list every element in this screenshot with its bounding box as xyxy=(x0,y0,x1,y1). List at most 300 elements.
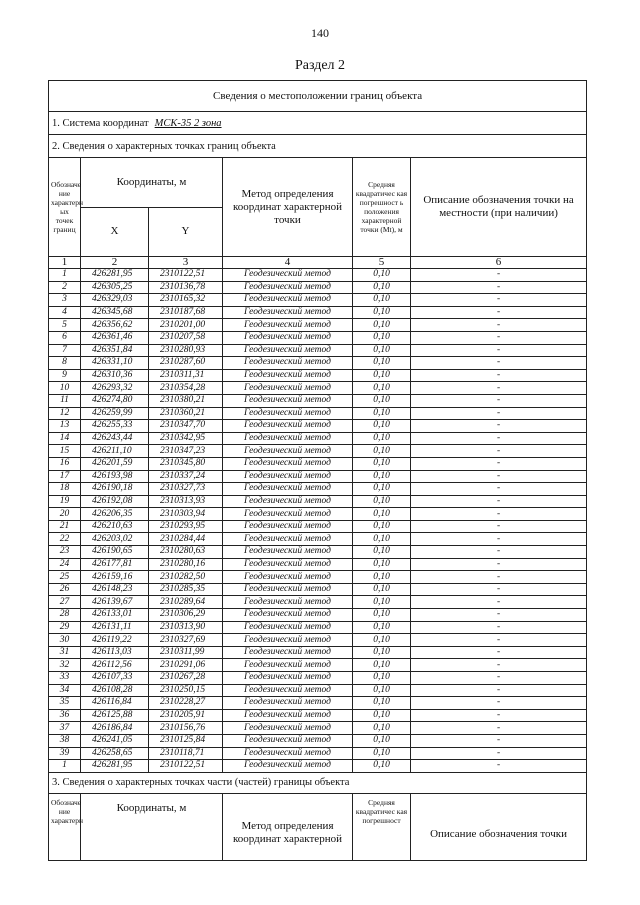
accuracy: 0,10 xyxy=(353,306,411,319)
method: Геодезический метод xyxy=(223,319,353,332)
point-number: 34 xyxy=(49,684,81,697)
coord-y: 2310187,68 xyxy=(149,306,223,319)
description: - xyxy=(411,697,587,710)
point-number: 32 xyxy=(49,659,81,672)
coord-x: 426351,84 xyxy=(81,344,149,357)
description: - xyxy=(411,621,587,634)
description: - xyxy=(411,382,587,395)
point-number: 35 xyxy=(49,697,81,710)
method: Геодезический метод xyxy=(223,646,353,659)
point-number: 17 xyxy=(49,470,81,483)
header3-coords: Координаты, м xyxy=(81,793,223,860)
point-number: 19 xyxy=(49,495,81,508)
description: - xyxy=(411,495,587,508)
coord-x: 426258,65 xyxy=(81,747,149,760)
point-number: 1 xyxy=(49,760,81,773)
header-description: Описание обозначения точки на местности (при наличии) xyxy=(411,158,587,257)
method: Геодезический метод xyxy=(223,483,353,496)
point-number: 20 xyxy=(49,508,81,521)
method: Геодезический метод xyxy=(223,659,353,672)
method: Геодезический метод xyxy=(223,407,353,420)
point-number: 38 xyxy=(49,734,81,747)
description: - xyxy=(411,533,587,546)
page-number: 140 xyxy=(311,26,329,40)
section3-label: 3. Сведения о характерных точках части (частей) границы объекта xyxy=(49,772,587,793)
accuracy: 0,10 xyxy=(353,684,411,697)
point-number: 2 xyxy=(49,281,81,294)
point-number: 30 xyxy=(49,634,81,647)
coord-y: 2310284,44 xyxy=(149,533,223,546)
coord-y: 2310291,06 xyxy=(149,659,223,672)
point-number: 9 xyxy=(49,369,81,382)
point-number: 12 xyxy=(49,407,81,420)
description: - xyxy=(411,281,587,294)
table-row xyxy=(49,344,587,357)
method: Геодезический метод xyxy=(223,571,353,584)
coord-x: 426119,22 xyxy=(81,634,149,647)
accuracy: 0,10 xyxy=(353,281,411,294)
coord-y: 2310125,84 xyxy=(149,734,223,747)
point-number: 23 xyxy=(49,546,81,559)
description: - xyxy=(411,722,587,735)
description: - xyxy=(411,609,587,622)
accuracy: 0,10 xyxy=(353,609,411,622)
method: Геодезический метод xyxy=(223,294,353,307)
description: - xyxy=(411,470,587,483)
point-number: 5 xyxy=(49,319,81,332)
table-row xyxy=(49,294,587,307)
header3-accuracy: Средняя квадратичес кая погрешност xyxy=(353,793,411,860)
table-row xyxy=(49,760,587,773)
column-number: 1 xyxy=(49,257,81,269)
method: Геодезический метод xyxy=(223,369,353,382)
description: - xyxy=(411,344,587,357)
coord-x: 426274,80 xyxy=(81,394,149,407)
method: Геодезический метод xyxy=(223,621,353,634)
table-row xyxy=(49,697,587,710)
coord-y: 2310165,32 xyxy=(149,294,223,307)
method: Геодезический метод xyxy=(223,734,353,747)
coord-x: 426305,25 xyxy=(81,281,149,294)
coord-x: 426133,01 xyxy=(81,609,149,622)
method: Геодезический метод xyxy=(223,457,353,470)
table-row xyxy=(49,558,587,571)
coord-x: 426281,95 xyxy=(81,269,149,282)
point-number: 11 xyxy=(49,394,81,407)
table-row xyxy=(49,621,587,634)
point-number: 21 xyxy=(49,520,81,533)
accuracy: 0,10 xyxy=(353,583,411,596)
table-row xyxy=(49,357,587,370)
description: - xyxy=(411,596,587,609)
description: - xyxy=(411,571,587,584)
method: Геодезический метод xyxy=(223,495,353,508)
coord-y: 2310280,93 xyxy=(149,344,223,357)
method: Геодезический метод xyxy=(223,331,353,344)
coord-x: 426329,03 xyxy=(81,294,149,307)
accuracy: 0,10 xyxy=(353,659,411,672)
accuracy: 0,10 xyxy=(353,734,411,747)
description: - xyxy=(411,269,587,282)
method: Геодезический метод xyxy=(223,520,353,533)
point-number: 33 xyxy=(49,672,81,685)
accuracy: 0,10 xyxy=(353,357,411,370)
coord-x: 426281,95 xyxy=(81,760,149,773)
accuracy: 0,10 xyxy=(353,760,411,773)
description: - xyxy=(411,734,587,747)
accuracy: 0,10 xyxy=(353,294,411,307)
point-number: 10 xyxy=(49,382,81,395)
coord-y: 2310156,76 xyxy=(149,722,223,735)
table-row xyxy=(49,445,587,458)
coord-y: 2310303,94 xyxy=(149,508,223,521)
point-number: 6 xyxy=(49,331,81,344)
point-number: 1 xyxy=(49,269,81,282)
coord-y: 2310282,50 xyxy=(149,571,223,584)
table-row xyxy=(49,571,587,584)
coord-y: 2310205,91 xyxy=(149,709,223,722)
header-y: Y xyxy=(149,207,223,257)
accuracy: 0,10 xyxy=(353,432,411,445)
accuracy: 0,10 xyxy=(353,634,411,647)
coord-x: 426148,23 xyxy=(81,583,149,596)
coord-y: 2310347,70 xyxy=(149,420,223,433)
method: Геодезический метод xyxy=(223,672,353,685)
coord-y: 2310207,58 xyxy=(149,331,223,344)
description: - xyxy=(411,394,587,407)
coord-y: 2310327,69 xyxy=(149,634,223,647)
coord-x: 426108,28 xyxy=(81,684,149,697)
coord-x: 426210,63 xyxy=(81,520,149,533)
table-row xyxy=(49,508,587,521)
coord-x: 426192,08 xyxy=(81,495,149,508)
accuracy: 0,10 xyxy=(353,596,411,609)
coord-x: 426113,03 xyxy=(81,646,149,659)
coord-x: 426361,46 xyxy=(81,331,149,344)
coord-y: 2310201,00 xyxy=(149,319,223,332)
description: - xyxy=(411,760,587,773)
method: Геодезический метод xyxy=(223,583,353,596)
point-number: 16 xyxy=(49,457,81,470)
table-row xyxy=(49,432,587,445)
table-row xyxy=(49,495,587,508)
coord-y: 2310280,63 xyxy=(149,546,223,559)
method: Геодезический метод xyxy=(223,432,353,445)
coord-y: 2310118,71 xyxy=(149,747,223,760)
table-row xyxy=(49,709,587,722)
coord-y: 2310337,24 xyxy=(149,470,223,483)
method: Геодезический метод xyxy=(223,546,353,559)
coord-y: 2310136,78 xyxy=(149,281,223,294)
description: - xyxy=(411,319,587,332)
coord-y: 2310228,27 xyxy=(149,697,223,710)
coord-x: 426186,84 xyxy=(81,722,149,735)
description: - xyxy=(411,709,587,722)
description: - xyxy=(411,659,587,672)
coord-x: 426356,62 xyxy=(81,319,149,332)
description: - xyxy=(411,457,587,470)
method: Геодезический метод xyxy=(223,709,353,722)
accuracy: 0,10 xyxy=(353,344,411,357)
accuracy: 0,10 xyxy=(353,495,411,508)
accuracy: 0,10 xyxy=(353,533,411,546)
coord-y: 2310345,80 xyxy=(149,457,223,470)
method: Геодезический метод xyxy=(223,470,353,483)
coord-x: 426243,44 xyxy=(81,432,149,445)
description: - xyxy=(411,520,587,533)
table-row xyxy=(49,331,587,344)
method: Геодезический метод xyxy=(223,281,353,294)
table-row xyxy=(49,583,587,596)
accuracy: 0,10 xyxy=(353,672,411,685)
table-row xyxy=(49,747,587,760)
header3-description: Описание обозначения точки xyxy=(411,793,587,860)
method: Геодезический метод xyxy=(223,684,353,697)
point-number: 37 xyxy=(49,722,81,735)
coord-y: 2310306,29 xyxy=(149,609,223,622)
coord-y: 2310327,73 xyxy=(149,483,223,496)
coord-y: 2310311,31 xyxy=(149,369,223,382)
table-row xyxy=(49,306,587,319)
coord-x: 426203,02 xyxy=(81,533,149,546)
accuracy: 0,10 xyxy=(353,546,411,559)
coord-x: 426131,11 xyxy=(81,621,149,634)
header3-point: Обозначе ние характерн xyxy=(49,793,81,860)
table-row xyxy=(49,520,587,533)
column-number: 2 xyxy=(81,257,149,269)
boundary-table xyxy=(48,80,587,861)
coord-y: 2310347,23 xyxy=(149,445,223,458)
table-row xyxy=(49,596,587,609)
coord-x: 426201,59 xyxy=(81,457,149,470)
description: - xyxy=(411,508,587,521)
coord-y: 2310250,15 xyxy=(149,684,223,697)
coord-y: 2310342,95 xyxy=(149,432,223,445)
point-number: 36 xyxy=(49,709,81,722)
accuracy: 0,10 xyxy=(353,646,411,659)
method: Геодезический метод xyxy=(223,609,353,622)
point-number: 13 xyxy=(49,420,81,433)
method: Геодезический метод xyxy=(223,697,353,710)
table-row xyxy=(49,646,587,659)
table-row xyxy=(49,734,587,747)
coord-x: 426293,32 xyxy=(81,382,149,395)
header-method: Метод определения координат характерной точки xyxy=(223,158,353,257)
table-row xyxy=(49,319,587,332)
description: - xyxy=(411,634,587,647)
point-number: 24 xyxy=(49,558,81,571)
coord-x: 426107,33 xyxy=(81,672,149,685)
accuracy: 0,10 xyxy=(353,445,411,458)
coord-x: 426190,65 xyxy=(81,546,149,559)
method: Геодезический метод xyxy=(223,722,353,735)
accuracy: 0,10 xyxy=(353,457,411,470)
coord-x: 426193,98 xyxy=(81,470,149,483)
table-row xyxy=(49,609,587,622)
coord-y: 2310354,28 xyxy=(149,382,223,395)
header-accuracy: Средняя квадратичес кая погрешност ь положения характерной точки (Mt), м xyxy=(353,158,411,257)
header-point: Обозначе ние характерн ых точек границ xyxy=(49,158,81,257)
point-number: 8 xyxy=(49,357,81,370)
header-x: X xyxy=(81,207,149,257)
document-body xyxy=(48,80,586,861)
table-row xyxy=(49,546,587,559)
method: Геодезический метод xyxy=(223,596,353,609)
table-row xyxy=(49,407,587,420)
accuracy: 0,10 xyxy=(353,558,411,571)
description: - xyxy=(411,546,587,559)
accuracy: 0,10 xyxy=(353,331,411,344)
point-number: 26 xyxy=(49,583,81,596)
coord-x: 426331,10 xyxy=(81,357,149,370)
coord-x: 426259,99 xyxy=(81,407,149,420)
boundary-points xyxy=(49,269,587,773)
description: - xyxy=(411,558,587,571)
point-number: 7 xyxy=(49,344,81,357)
accuracy: 0,10 xyxy=(353,394,411,407)
method: Геодезический метод xyxy=(223,394,353,407)
table-row xyxy=(49,470,587,483)
method: Геодезический метод xyxy=(223,533,353,546)
coord-system-value: МСК-35 2 зона xyxy=(154,117,222,129)
coord-y: 2310267,28 xyxy=(149,672,223,685)
description: - xyxy=(411,432,587,445)
accuracy: 0,10 xyxy=(353,508,411,521)
method: Геодезический метод xyxy=(223,269,353,282)
accuracy: 0,10 xyxy=(353,747,411,760)
description: - xyxy=(411,483,587,496)
point-number: 31 xyxy=(49,646,81,659)
coord-y: 2310122,51 xyxy=(149,269,223,282)
description: - xyxy=(411,684,587,697)
accuracy: 0,10 xyxy=(353,697,411,710)
point-number: 15 xyxy=(49,445,81,458)
method: Геодезический метод xyxy=(223,445,353,458)
table-row xyxy=(49,483,587,496)
accuracy: 0,10 xyxy=(353,483,411,496)
point-number: 29 xyxy=(49,621,81,634)
table-row xyxy=(49,634,587,647)
method: Геодезический метод xyxy=(223,357,353,370)
description: - xyxy=(411,672,587,685)
table-row xyxy=(49,420,587,433)
coord-x: 426206,35 xyxy=(81,508,149,521)
point-number: 3 xyxy=(49,294,81,307)
accuracy: 0,10 xyxy=(353,382,411,395)
coord-y: 2310287,60 xyxy=(149,357,223,370)
table-row xyxy=(49,684,587,697)
method: Геодезический метод xyxy=(223,558,353,571)
description: - xyxy=(411,420,587,433)
coord-x: 426255,33 xyxy=(81,420,149,433)
coord-x: 426211,10 xyxy=(81,445,149,458)
method: Геодезический метод xyxy=(223,508,353,521)
point-number: 25 xyxy=(49,571,81,584)
method: Геодезический метод xyxy=(223,382,353,395)
table-row xyxy=(49,722,587,735)
header3-method: Метод определения координат характерной xyxy=(223,793,353,860)
accuracy: 0,10 xyxy=(353,722,411,735)
coord-y: 2310280,16 xyxy=(149,558,223,571)
point-number: 14 xyxy=(49,432,81,445)
column-number: 3 xyxy=(149,257,223,269)
coord-x: 426139,67 xyxy=(81,596,149,609)
description: - xyxy=(411,747,587,760)
coord-y: 2310313,90 xyxy=(149,621,223,634)
method: Геодезический метод xyxy=(223,747,353,760)
accuracy: 0,10 xyxy=(353,621,411,634)
coord-x: 426310,36 xyxy=(81,369,149,382)
table-row xyxy=(49,672,587,685)
coord-x: 426241,05 xyxy=(81,734,149,747)
table-row xyxy=(49,382,587,395)
coord-y: 2310360,21 xyxy=(149,407,223,420)
column-number: 4 xyxy=(223,257,353,269)
accuracy: 0,10 xyxy=(353,470,411,483)
coord-y: 2310380,21 xyxy=(149,394,223,407)
point-number: 22 xyxy=(49,533,81,546)
description: - xyxy=(411,331,587,344)
point-number: 28 xyxy=(49,609,81,622)
table-row xyxy=(49,394,587,407)
description: - xyxy=(411,294,587,307)
point-number: 4 xyxy=(49,306,81,319)
description: - xyxy=(411,369,587,382)
method: Геодезический метод xyxy=(223,634,353,647)
table-row xyxy=(49,659,587,672)
table-row xyxy=(49,369,587,382)
table-row xyxy=(49,281,587,294)
method: Геодезический метод xyxy=(223,760,353,773)
table-row xyxy=(49,533,587,546)
method: Геодезический метод xyxy=(223,344,353,357)
accuracy: 0,10 xyxy=(353,520,411,533)
coord-x: 426345,68 xyxy=(81,306,149,319)
coord-y: 2310289,64 xyxy=(149,596,223,609)
description: - xyxy=(411,407,587,420)
coord-system-row xyxy=(49,112,587,135)
section-title: Раздел 2 xyxy=(294,58,346,73)
accuracy: 0,10 xyxy=(353,571,411,584)
coord-x: 426177,81 xyxy=(81,558,149,571)
point-number: 18 xyxy=(49,483,81,496)
coord-y: 2310313,93 xyxy=(149,495,223,508)
header-coords: Координаты, м xyxy=(81,158,223,208)
coord-y: 2310122,51 xyxy=(149,760,223,773)
point-number: 27 xyxy=(49,596,81,609)
column-number: 5 xyxy=(353,257,411,269)
accuracy: 0,10 xyxy=(353,420,411,433)
description: - xyxy=(411,583,587,596)
coord-x: 426190,18 xyxy=(81,483,149,496)
description: - xyxy=(411,445,587,458)
accuracy: 0,10 xyxy=(353,369,411,382)
accuracy: 0,10 xyxy=(353,269,411,282)
point-number: 39 xyxy=(49,747,81,760)
section2-label: 2. Сведения о характерных точках границ объекта xyxy=(49,135,587,158)
coord-y: 2310311,99 xyxy=(149,646,223,659)
accuracy: 0,10 xyxy=(353,709,411,722)
accuracy: 0,10 xyxy=(353,319,411,332)
coord-x: 426125,88 xyxy=(81,709,149,722)
column-number: 6 xyxy=(411,257,587,269)
table-row xyxy=(49,269,587,282)
description: - xyxy=(411,306,587,319)
coord-system-label: 1. Система координат xyxy=(52,117,149,129)
table-title: Сведения о местоположении границ объекта xyxy=(49,81,587,112)
accuracy: 0,10 xyxy=(353,407,411,420)
coord-x: 426116,84 xyxy=(81,697,149,710)
